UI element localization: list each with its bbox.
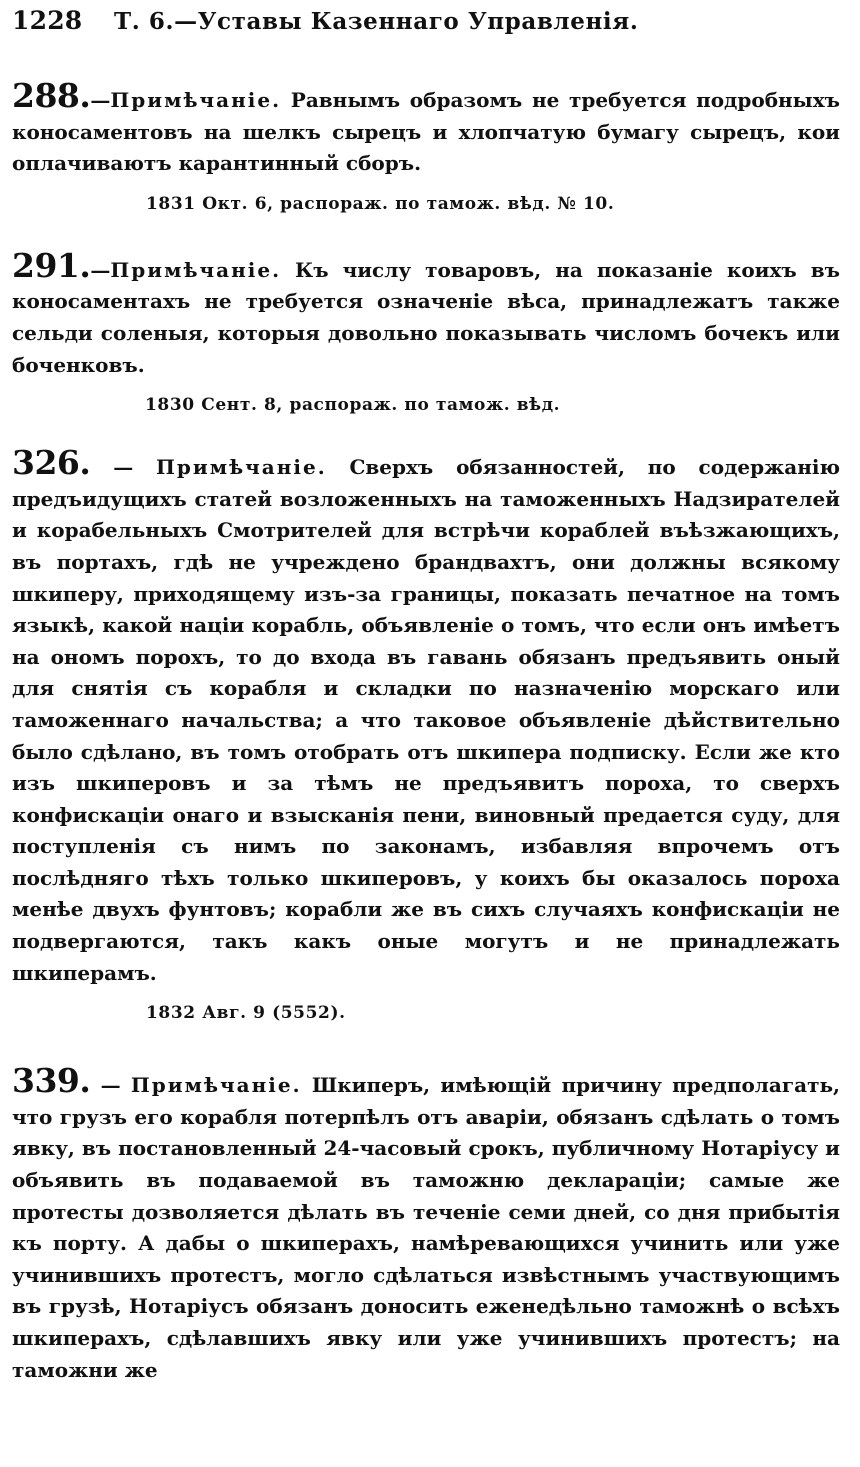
source-citation: 1832 Авг. 9 (5552). xyxy=(146,1003,346,1024)
article-body xyxy=(12,245,840,381)
article-body xyxy=(12,76,840,180)
article-dash: — xyxy=(90,88,111,112)
note-label: Примѣчаніе. xyxy=(110,88,282,112)
document-page xyxy=(12,6,840,1386)
article-body xyxy=(12,443,841,989)
article-dash: — xyxy=(90,257,111,282)
article-text: Равнымъ образомъ не требуется подробныхъ коносаментовъ на шелкъ сырецъ и хлопчатую бумагу сырецъ, кои оплачиваютъ карантинный сборъ. xyxy=(12,88,840,176)
running-head xyxy=(12,6,840,44)
article-text: Шкиперъ, имѣющій причину предполагать, что грузъ его корабля потерпѣлъ отъ аваріи, обязанъ сдѣлать о томъ явку, въ постановленный 24-часовый срокъ, публичному Нотаріусу и объявить въ подаваемой въ таможню декларацiи; самые же протесты дозволяется дѣлать въ теченіе семи дней, со дня прибытія къ порту. А дабы о шкиперахъ, намѣревающихся учинить или уже учинившихъ протестъ, могло сдѣлаться извѣстнымъ участвующимъ въ грузѣ, Нотаріусъ обязанъ доносить еженедѣльно таможнѣ о всѣхъ шкиперахъ, сдѣлавшихъ явку или уже учинившихъ протестъ; на таможни же xyxy=(12,1073,840,1382)
article-291 xyxy=(12,245,840,419)
page-number: 1228 xyxy=(12,6,83,35)
article-body xyxy=(12,1061,840,1386)
note-label: Примѣчаніе. xyxy=(130,1073,302,1098)
article-dash: — xyxy=(100,1073,121,1098)
source-citation: 1831 Окт. 6, распораж. по тамож. вѣд. № 10. xyxy=(146,193,615,214)
article-288 xyxy=(12,76,840,218)
article-number: 326. xyxy=(12,443,91,483)
article-number: 339. xyxy=(12,1061,91,1101)
article-339 xyxy=(12,1061,840,1386)
note-label: Примѣчаніе. xyxy=(110,257,282,282)
article-number: 291. xyxy=(12,245,91,285)
running-title: Т. 6.—Уставы Казеннаго Управленія. xyxy=(114,8,639,35)
article-number: 288. xyxy=(12,76,91,115)
article-326 xyxy=(12,443,841,1027)
note-label: Примѣчаніе. xyxy=(156,455,327,480)
article-text: Сверхъ обязанностей, по содержанію предъидущихъ статей возложенныхъ на таможенныхъ Надзирателей и корабельныхъ Смотрителей для встрѣчи кораблей въѣзжающихъ, въ портахъ, гдѣ не учреждено брандвахтъ, они должны всякому шкиперу, приходящему изъ-за границы, показать печатное на томъ языкѣ, какой націи корабль, объявленіе о томъ, что если онъ имѣетъ на ономъ порохъ, то до входа въ гавань обязанъ предъявить оный для снятія съ корабля и складки по назначенію морскаго или таможеннаго начальства; а что таковое объявленіе дѣйствительно было сдѣлано, въ томъ отобрать отъ шкипера подписку. Если же кто изъ шкиперовъ и за тѣмъ не предъявитъ пороха, то сверхъ конфискаціи онаго и взысканія пени, виновный предается суду, для поступленія съ нимъ по законамъ, избавляя впрочемъ отъ послѣдняго тѣхъ только шкиперовъ, у коихъ бы оказалось пороха менѣе двухъ фунтовъ; корабли же въ сихъ случаяхъ конфискаціи не подвергаются, такъ какъ оные могутъ и не принадлежать шкиперамъ. xyxy=(12,455,841,985)
article-text: Къ числу товаровъ, на показаніе коихъ въ коносаментахъ не требуется означеніе вѣса, принадлежатъ также сельди соленыя, которыя довольно показывать числомъ бочекъ или боченковъ. xyxy=(12,257,840,377)
source-citation: 1830 Сент. 8, распораж. по тамож. вѣд. xyxy=(145,395,561,416)
article-dash: — xyxy=(113,455,134,480)
